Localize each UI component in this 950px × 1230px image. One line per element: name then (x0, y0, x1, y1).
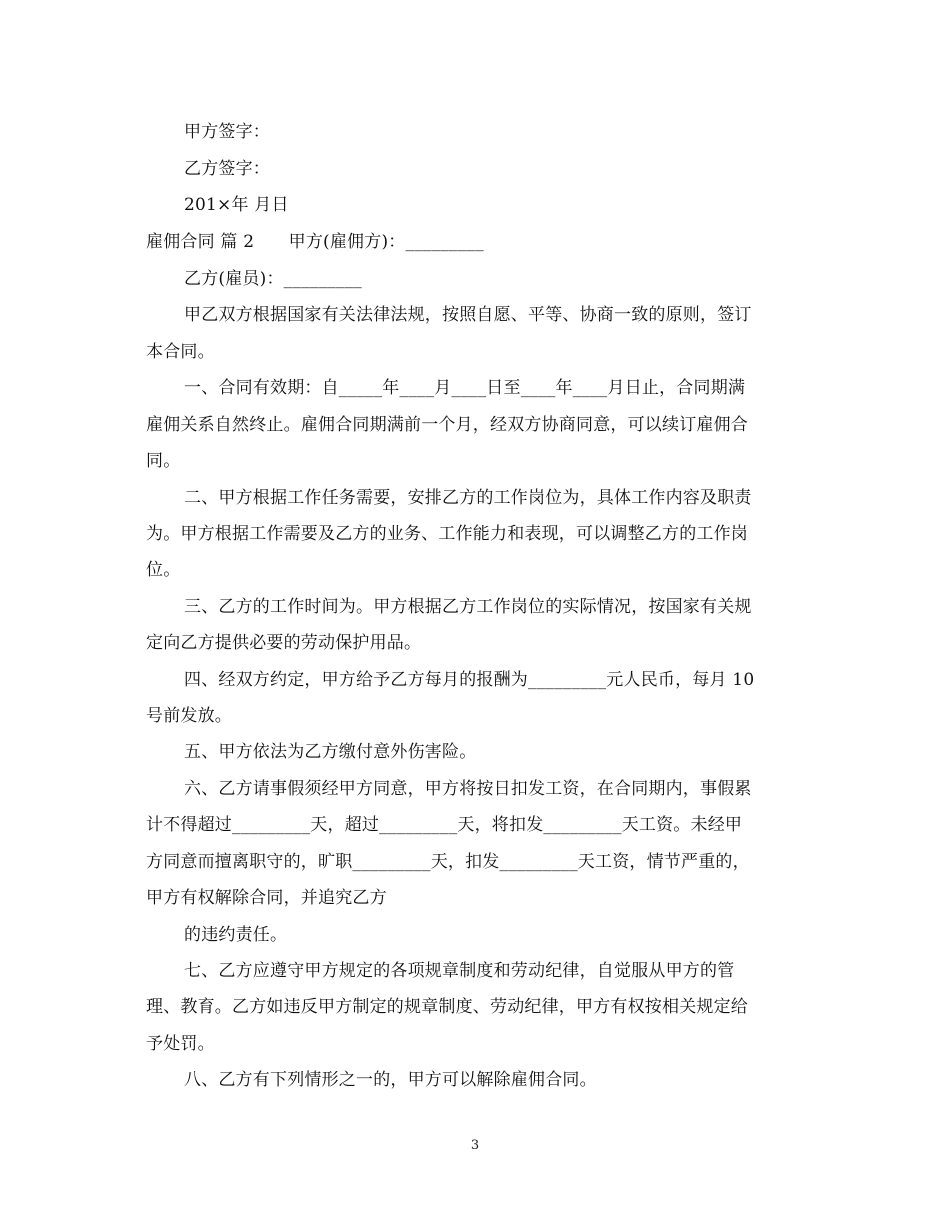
page-number: 3 (470, 1138, 480, 1153)
clause-4-line-1: 四、经双方约定，甲方给予乙方每月的报酬为_________元人民币，每月 10 (184, 670, 755, 690)
clause-5-line: 五、甲方依法为乙方缴付意外伤害险。 (184, 742, 477, 762)
clause-7-line-2: 理、教育。乙方如违反甲方制定的规章制度、劳动纪律，甲方有权按相关规定给 (146, 997, 748, 1017)
party-a-signature-line: 甲方签字： (184, 122, 270, 142)
party-b-signature-line: 乙方签字： (184, 159, 270, 179)
clause-8-line-1: 八、乙方有下列情形之一的，甲方可以解除雇佣合同。 (184, 1070, 597, 1090)
date-line: 201×年 月日 (184, 195, 289, 215)
clause-1-line-1: 一、合同有效期：自_____年____月____日至____年____月日止，合同期满 (184, 378, 746, 398)
clause-7-line-1: 七、乙方应遵守甲方规定的各项规章制度和劳动纪律，自觉服从甲方的管 (184, 961, 735, 981)
clause-6-line-4: 甲方有权解除合同，并追究乙方 (146, 888, 387, 908)
clause-2-line-3: 位。 (146, 560, 181, 580)
clause-3-line-2: 定向乙方提供必要的劳动保护用品。 (146, 633, 422, 653)
clause-6-line-5: 的违约责任。 (184, 925, 288, 945)
clause-6-line-2: 计不得超过_________天，超过_________天，将扣发_________天工资。未经甲 (146, 815, 743, 835)
clause-6-line-1: 六、乙方请事假须经甲方同意，甲方将按日扣发工资，在合同期内，事假累 (184, 779, 752, 799)
clause-1-line-3: 同。 (146, 451, 181, 471)
clause-1-line-2: 雇佣关系自然终止。雇佣合同期满前一个月，经双方协商同意，可以续订雇佣合 (146, 415, 748, 435)
employee-party-line: 乙方(雇员)：_________ (184, 269, 362, 289)
clause-2-line-1: 二、甲方根据工作任务需要，安排乙方的工作岗位为，具体工作内容及职责 (184, 488, 752, 508)
intro-paragraph-line-2: 本合同。 (146, 342, 215, 362)
clause-7-line-3: 予处罚。 (146, 1034, 215, 1054)
clause-6-line-3: 方同意而擅离职守的，旷职_________天，扣发_________天工资，情节严重的， (146, 852, 750, 872)
clause-2-line-2: 为。甲方根据工作需要及乙方的业务、工作能力和表现，可以调整乙方的工作岗 (146, 524, 748, 544)
intro-paragraph-line-1: 甲乙双方根据国家有关法律法规，按照自愿、平等、协商一致的原则，签订 (184, 305, 752, 325)
clause-3-line-1: 三、乙方的工作时间为。甲方根据乙方工作岗位的实际情况，按国家有关规 (184, 597, 752, 617)
clause-4-line-2: 号前发放。 (146, 706, 232, 726)
contract-title-line: 雇佣合同 篇 2 甲方(雇佣方)：_________ (146, 232, 484, 252)
